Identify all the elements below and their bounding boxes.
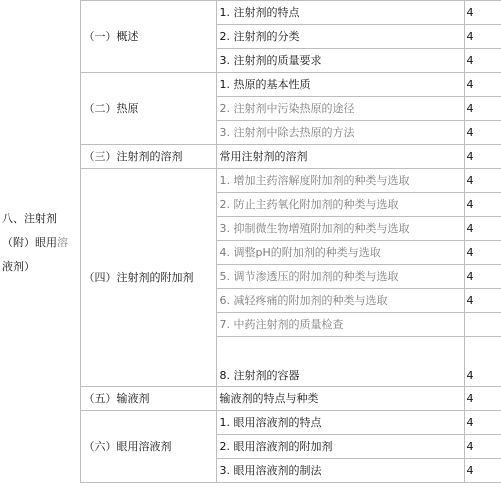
item-score: 4 — [464, 121, 501, 145]
item-score: 4 — [464, 241, 501, 265]
section-title: （六）眼用溶液剂 — [80, 411, 216, 483]
item-score: 4 — [464, 193, 501, 217]
item-text: 2. 眼用溶液剂的附加剂 — [216, 435, 464, 459]
item-score: 4 — [464, 289, 501, 313]
item-score: 4 — [464, 387, 501, 411]
chapter-cell — [0, 1, 80, 483]
item-score: 4 — [464, 217, 501, 241]
item-text: 7. 中药注射剂的质量检查 — [216, 313, 464, 337]
item-score: 4 — [464, 145, 501, 169]
item-text: 5. 调节渗透压的附加剂的种类与选取 — [216, 265, 464, 289]
chapter-title: 八、注射剂 （附）眼用溶 液剂） — [2, 211, 68, 273]
section-title: （二）热原 — [80, 73, 216, 145]
section-title: （三）注射剂的溶剂 — [80, 145, 216, 169]
item-score: 4 — [464, 459, 501, 483]
section-title: （四）注射剂的附加剂 — [80, 169, 216, 387]
item-text: 1. 热原的基本性质 — [216, 73, 464, 97]
item-text: 3. 注射剂的质量要求 — [216, 49, 464, 73]
item-text: 3. 抑制微生物增殖附加剂的种类与选取 — [216, 217, 464, 241]
item-text: 2. 注射剂的分类 — [216, 25, 464, 49]
item-text: 3. 眼用溶液剂的制法 — [216, 459, 464, 483]
item-text: 常用注射剂的溶剂 — [216, 145, 464, 169]
item-score: 4 — [464, 169, 501, 193]
item-score: 4 — [464, 411, 501, 435]
section-title: （一）概述 — [80, 1, 216, 73]
item-score: 4 — [464, 49, 501, 73]
item-text: 1. 增加主药溶解度附加剂的种类与选取 — [216, 169, 464, 193]
item-text: 3. 注射剂中除去热原的方法 — [216, 121, 464, 145]
item-text: 2. 防止主药氧化附加剂的种类与选取 — [216, 193, 464, 217]
item-score — [464, 313, 501, 337]
item-text: 1. 眼用溶液剂的特点 — [216, 411, 464, 435]
item-text: 1. 注射剂的特点 — [216, 1, 464, 25]
item-score: 4 — [464, 25, 501, 49]
item-score: 4 — [464, 1, 501, 25]
item-text: 6. 减轻疼痛的附加剂的种类与选取 — [216, 289, 464, 313]
item-text: 8. 注射剂的容器 — [216, 337, 464, 387]
item-text: 4. 调整pH的附加剂的种类与选取 — [216, 241, 464, 265]
table-row — [0, 1, 501, 25]
section-title: （五）输液剂 — [80, 387, 216, 411]
item-score: 4 — [464, 435, 501, 459]
item-text: 2. 注射剂中污染热原的途径 — [216, 97, 464, 121]
item-score: 4 — [464, 265, 501, 289]
item-text: 输液剂的特点与种类 — [216, 387, 464, 411]
item-score: 4 — [464, 337, 501, 387]
item-score: 4 — [464, 73, 501, 97]
item-score: 4 — [464, 97, 501, 121]
